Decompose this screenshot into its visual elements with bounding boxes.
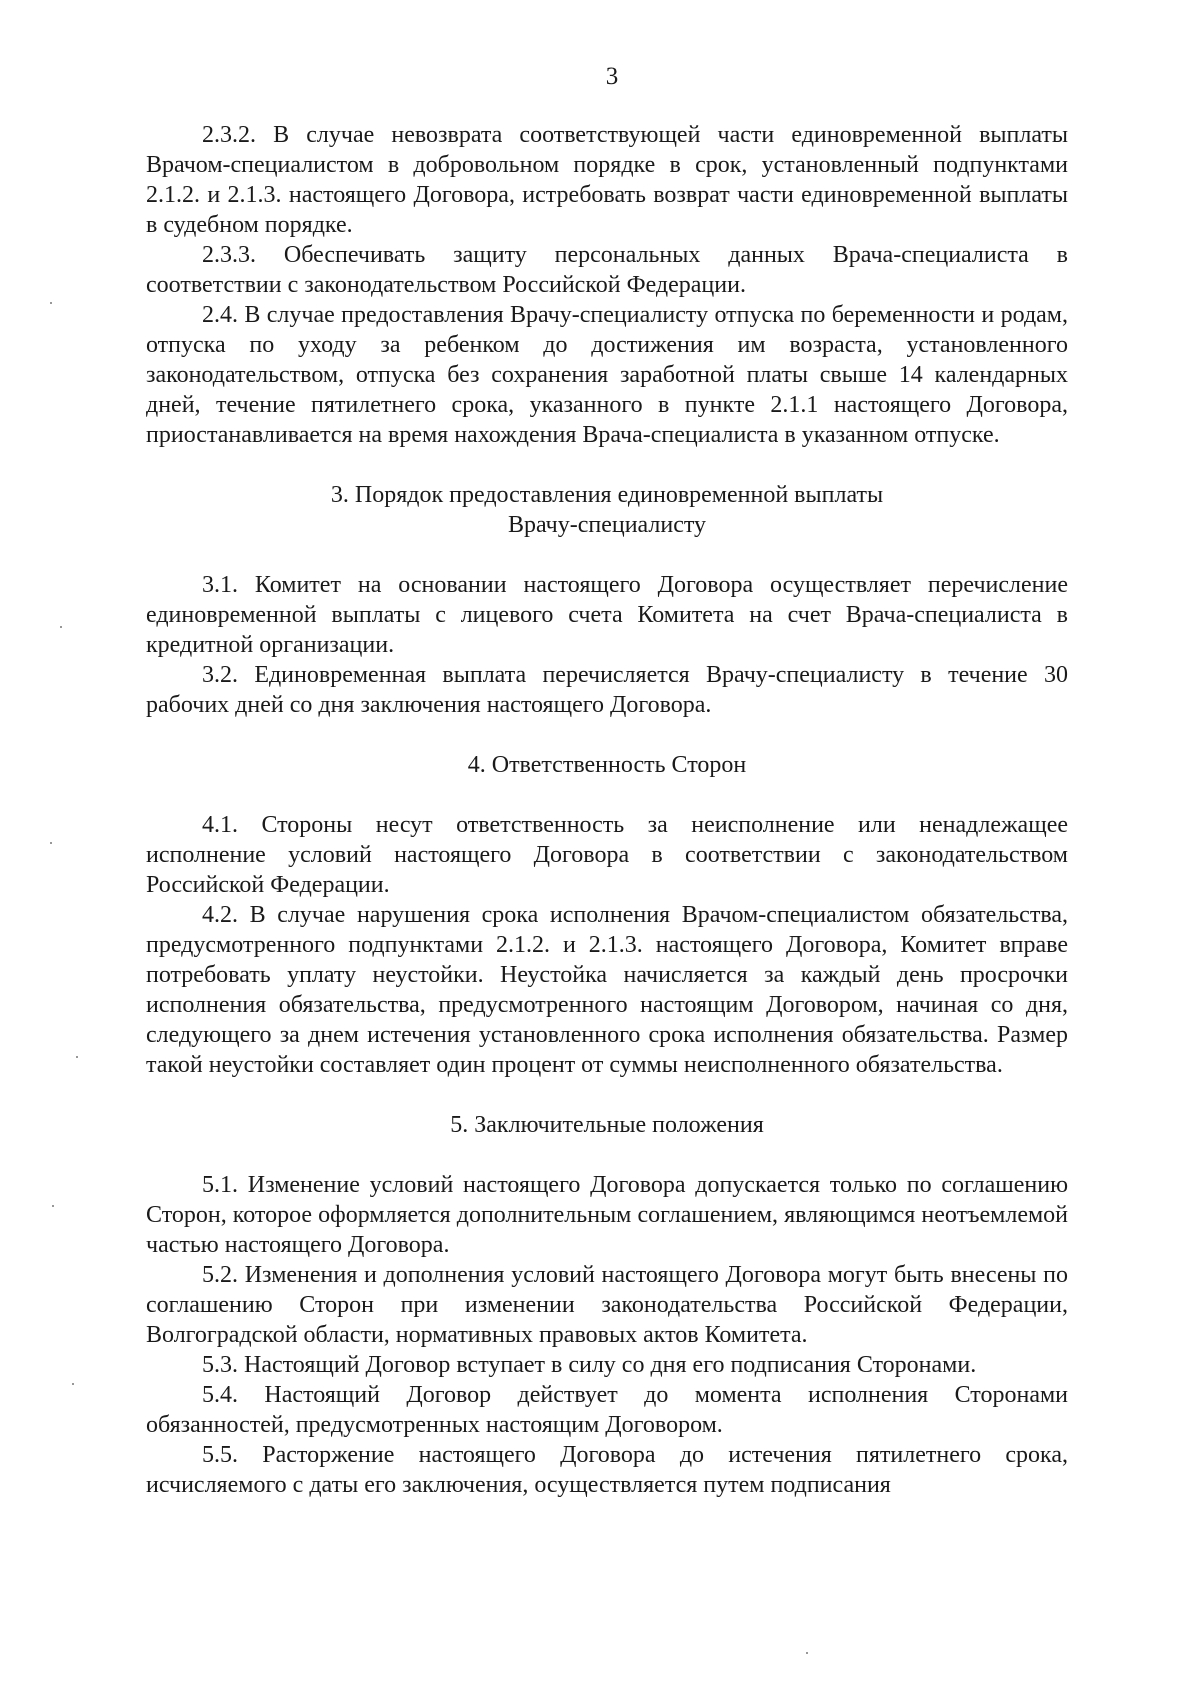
section-3-heading-line-1: 3. Порядок предоставления единовременной выплаты [330, 482, 884, 508]
section-5-heading: 5. Заключительные положения [450, 1112, 764, 1138]
paragraph-3-1: 3.1. Комитет на основании настоящего Договора осуществляет перечисление единовременной выплаты с лицевого счета Комитета на счет Врача-специалиста в кредитной организации. [146, 572, 1068, 658]
paragraph-5-4: 5.4. Настоящий Договор действует до момента исполнения Сторонами обязанностей, предусмотренных настоящим Договором. [146, 1382, 1068, 1438]
paragraph-4-1: 4.1. Стороны несут ответственность за неисполнение или ненадлежащее исполнение условий настоящего Договора в соответствии с законодательством Российской Федерации. [146, 812, 1068, 898]
section-4-heading: 4. Ответственность Сторон [467, 752, 747, 778]
scan-speck [50, 302, 52, 304]
paragraph-3-2: 3.2. Единовременная выплата перечисляется Врачу-специалисту в течение 30 рабочих дней со дня заключения настоящего Договора. [146, 662, 1068, 718]
scan-speck [806, 1652, 808, 1654]
section-3-heading [146, 480, 1068, 540]
scan-speck [50, 842, 52, 844]
page-number: 3 [605, 63, 619, 90]
paragraph-2-3-3: 2.3.3. Обеспечивать защиту персональных данных Врача-специалиста в соответствии с законодательством Российской Федерации. [146, 242, 1068, 298]
scan-speck [76, 1056, 78, 1058]
document-body [146, 120, 1068, 1500]
section-3-heading-line-2: Врачу-специалисту [507, 512, 707, 538]
paragraph-5-1: 5.1. Изменение условий настоящего Договора допускается только по соглашению Сторон, которое оформляется дополнительным соглашением, являющимся неотъемлемой частью настоящего Договора. [146, 1172, 1068, 1258]
paragraph-4-2: 4.2. В случае нарушения срока исполнения Врачом-специалистом обязательства, предусмотренного подпунктами 2.1.2. и 2.1.3. настоящего Договора, Комитет вправе потребовать уплату неустойки. Неустойка начисляется за каждый день просрочки исполнения обязательства, предусмотренного настоящим Договором, начиная со дня, следующего за днем истечения установленного срока исполнения обязательства. Размер такой неустойки составляет один процент от суммы неисполненного обязательства. [146, 902, 1068, 1078]
scan-speck [60, 626, 62, 628]
paragraph-5-3: 5.3. Настоящий Договор вступает в силу со дня его подписания Сторонами. [202, 1352, 977, 1378]
paragraph-2-3-2: 2.3.2. В случае невозврата соответствующей части единовременной выплаты Врачом-специалистом в добровольном порядке в срок, установленный подпунктами 2.1.2. и 2.1.3. настоящего Договора, истребовать возврат части единовременной выплаты в судебном порядке. [146, 122, 1068, 238]
paragraph-5-2: 5.2. Изменения и дополнения условий настоящего Договора могут быть внесены по соглашению Сторон при изменении законодательства Российской Федерации, Волгоградской области, нормативных правовых актов Комитета. [146, 1262, 1068, 1348]
scan-speck [72, 1383, 74, 1385]
paragraph-2-4: 2.4. В случае предоставления Врачу-специалисту отпуска по беременности и родам, отпуска по уходу за ребенком до достижения им возраста, установленного законодательством, отпуска без сохранения заработной платы свыше 14 календарных дней, течение пятилетнего срока, указанного в пункте 2.1.1 настоящего Договора, приостанавливается на время нахождения Врача-специалиста в указанном отпуске. [146, 302, 1068, 448]
scan-speck [52, 1205, 54, 1207]
paragraph-5-5: 5.5. Расторжение настоящего Договора до истечения пятилетнего срока, исчисляемого с даты его заключения, осуществляется путем подписания [146, 1442, 1068, 1498]
